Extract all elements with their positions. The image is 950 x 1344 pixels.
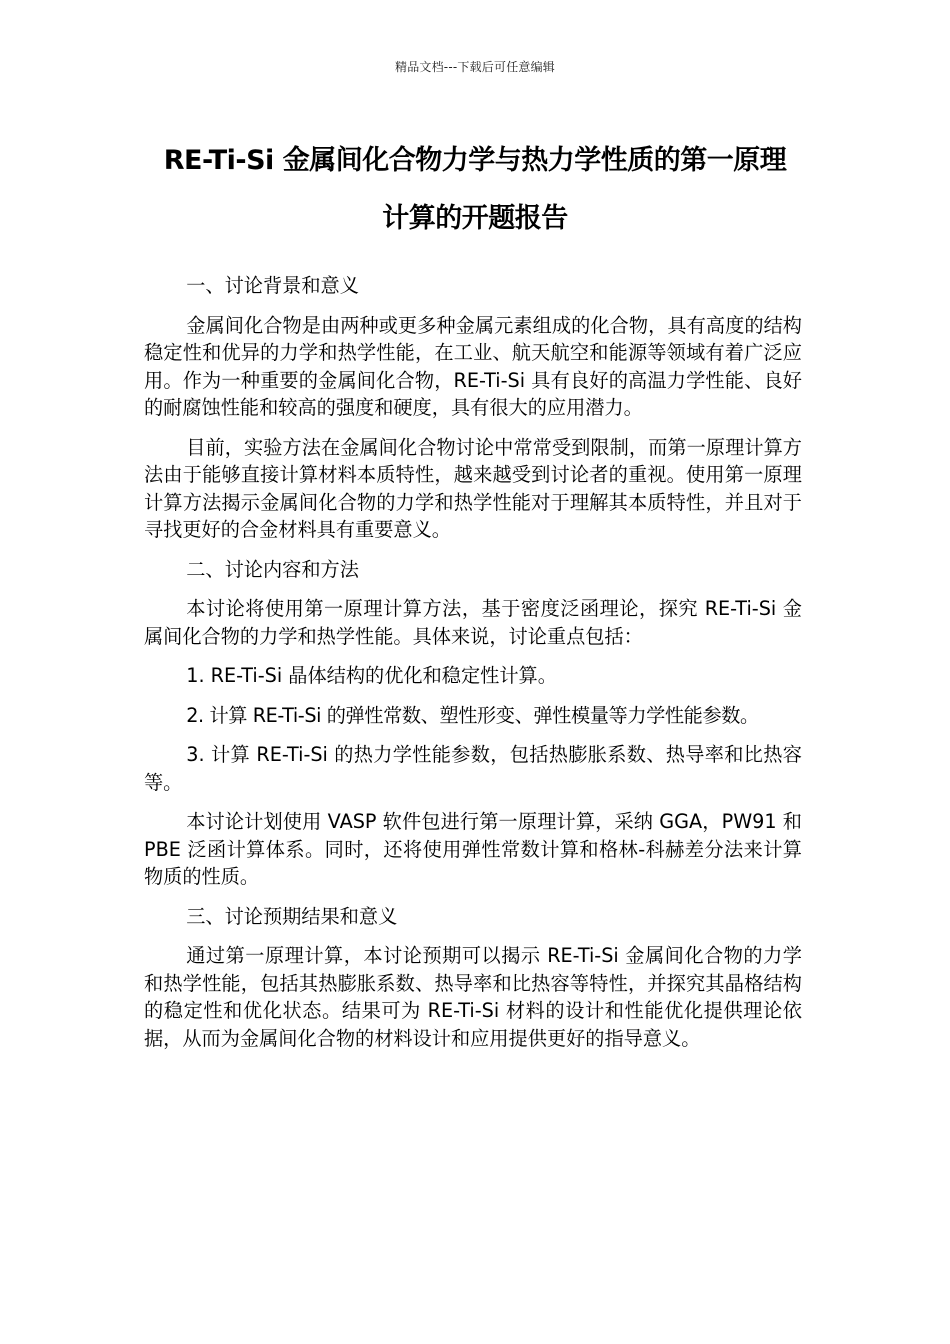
section-2-paragraph-2: 本讨论计划使用 VASP 软件包进行第一原理计算，采纳 GGA，PW91 和 PBE 泛函计算体系。同时，还将使用弹性常数计算和格林-科赫差分法来计算物质的性质。 — [144, 810, 802, 888]
section-3-heading: 三、讨论预期结果和意义 — [186, 904, 398, 928]
document-title-line-2: 计算的开题报告 — [382, 203, 568, 234]
section-2-list-item-1: 1. RE-Ti-Si 晶体结构的优化和稳定性计算。 — [186, 664, 557, 687]
document-body — [144, 272, 802, 1064]
section-2-list-item-3: 3. 计算 RE-Ti-Si 的热力学性能参数，包括热膨胀系数、热导率和比热容等。 — [144, 743, 802, 794]
section-2-list-item-2: 2. 计算 RE-Ti-Si 的弹性常数、塑性形变、弹性模量等力学性能参数。 — [186, 703, 759, 727]
section-1-paragraph-1: 金属间化合物是由两种或更多种金属元素组成的化合物，具有高度的结构稳定性和优异的力学和热学性能，在工业、航天航空和能源等领域有着广泛应用。作为一种重要的金属间化合物，RE-Ti-Si 具有良好的高温力学性能、良好的耐腐蚀性能和较高的强度和硬度，具有很大的应用潜力。 — [144, 313, 802, 419]
section-3-paragraph-1: 通过第一原理计算，本讨论预期可以揭示 RE-Ti-Si 金属间化合物的力学和热学性能，包括其热膨胀系数、热导率和比热容等特性，并探究其晶格结构的稳定性和优化状态。结果可为 RE-Ti-Si 材料的设计和性能优化提供理论依据，从而为金属间化合物的材料设计和应用提供更好的指导意义。 — [144, 944, 802, 1050]
document-title-line-1: RE-Ti-Si 金属间化合物力学与热力学性质的第一原理 — [163, 145, 787, 176]
section-1-heading: 一、讨论背景和意义 — [186, 274, 359, 297]
section-2-heading: 二、讨论内容和方法 — [186, 557, 359, 581]
section-2-paragraph-1: 本讨论将使用第一原理计算方法，基于密度泛函理论，探究 RE-Ti-Si 金属间化合物的力学和热学性能。具体来说，讨论重点包括： — [144, 597, 802, 648]
header-note: 精品文档---下载后可任意编辑 — [395, 60, 555, 74]
section-1-paragraph-2: 目前，实验方法在金属间化合物讨论中常常受到限制，而第一原理计算方法由于能够直接计算材料本质特性，越来越受到讨论者的重视。使用第一原理计算方法揭示金属间化合物的力学和热学性能对于理解其本质特性，并且对于寻找更好的合金材料具有重要意义。 — [144, 435, 802, 541]
